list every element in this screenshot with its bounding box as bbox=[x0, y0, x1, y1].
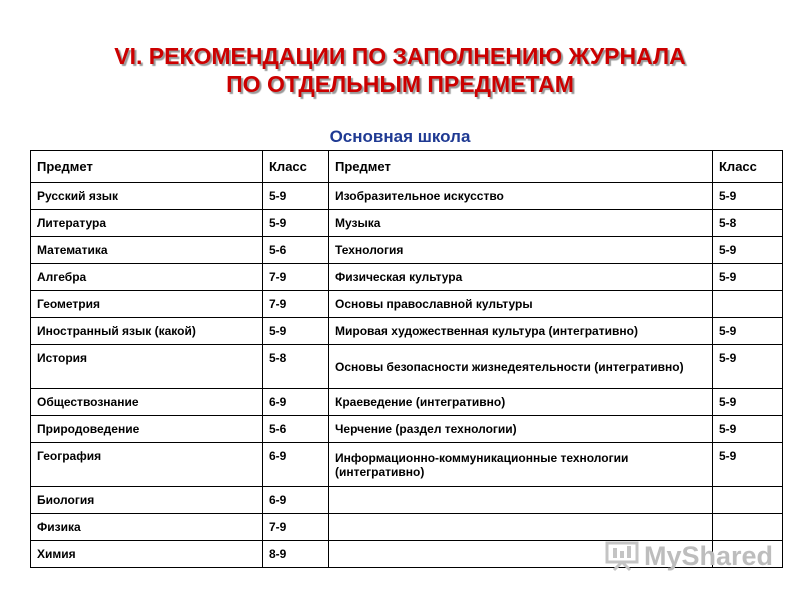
grade-cell: 6-9 bbox=[263, 487, 329, 514]
table-row bbox=[31, 487, 783, 514]
grade-cell: 5-9 bbox=[263, 210, 329, 237]
table-row bbox=[31, 318, 783, 345]
grade-cell: 5-9 bbox=[713, 345, 783, 389]
grade-cell: 5-9 bbox=[713, 237, 783, 264]
grade-cell: 5-9 bbox=[263, 183, 329, 210]
grade-cell: 5-8 bbox=[263, 345, 329, 389]
grade-cell: 5-6 bbox=[263, 416, 329, 443]
grade-cell: 5-9 bbox=[713, 389, 783, 416]
subject-cell: Химия bbox=[31, 541, 263, 568]
grade-cell: 7-9 bbox=[263, 291, 329, 318]
grade-cell: 5-9 bbox=[263, 318, 329, 345]
subject-cell: Краеведение (интегративно) bbox=[329, 389, 713, 416]
header-subject-right: Предмет bbox=[329, 151, 713, 183]
grade-cell: 5-9 bbox=[713, 443, 783, 487]
grade-cell: 6-9 bbox=[263, 443, 329, 487]
table-header-row bbox=[31, 151, 783, 183]
grade-cell: 5-8 bbox=[713, 210, 783, 237]
grade-cell: 7-9 bbox=[263, 514, 329, 541]
grade-cell: 5-9 bbox=[713, 264, 783, 291]
subject-cell: История bbox=[31, 345, 263, 389]
subject-cell: Физика bbox=[31, 514, 263, 541]
grade-cell: 5-6 bbox=[263, 237, 329, 264]
grade-cell bbox=[713, 487, 783, 514]
subject-cell: Изобразительное искусство bbox=[329, 183, 713, 210]
table-row bbox=[31, 345, 783, 389]
subject-cell: Музыка bbox=[329, 210, 713, 237]
grade-cell: 7-9 bbox=[263, 264, 329, 291]
table-row bbox=[31, 210, 783, 237]
table-row bbox=[31, 291, 783, 318]
grade-cell: 5-9 bbox=[713, 183, 783, 210]
subject-cell: Иностранный язык (какой) bbox=[31, 318, 263, 345]
subject-cell: Мировая художественная культура (интегративно) bbox=[329, 318, 713, 345]
subject-cell: Алгебра bbox=[31, 264, 263, 291]
table-row bbox=[31, 416, 783, 443]
grade-cell: 8-9 bbox=[263, 541, 329, 568]
subject-cell: Природоведение bbox=[31, 416, 263, 443]
page-title bbox=[0, 42, 800, 98]
header-grade-left: Класс bbox=[263, 151, 329, 183]
header-subject-left: Предмет bbox=[31, 151, 263, 183]
grade-cell: 5-9 bbox=[713, 416, 783, 443]
presentation-board-icon bbox=[604, 540, 640, 572]
watermark bbox=[604, 536, 774, 576]
watermark-text: MyShared bbox=[644, 540, 774, 571]
section-subtitle: Основная школа bbox=[329, 127, 471, 146]
subject-cell: Биология bbox=[31, 487, 263, 514]
subject-cell: Литература bbox=[31, 210, 263, 237]
grade-cell bbox=[713, 291, 783, 318]
subject-cell: Геометрия bbox=[31, 291, 263, 318]
subject-cell: Обществознание bbox=[31, 389, 263, 416]
subject-cell: Основы православной культуры bbox=[329, 291, 713, 318]
subject-cell: Информационно-коммуникационные технологии (интегративно) bbox=[329, 443, 713, 487]
subject-cell: Математика bbox=[31, 237, 263, 264]
table-row bbox=[31, 443, 783, 487]
grade-cell: 5-9 bbox=[713, 318, 783, 345]
subject-cell bbox=[329, 487, 713, 514]
table-row bbox=[31, 389, 783, 416]
page-title-line-2: ПО ОТДЕЛЬНЫМ ПРЕДМЕТАМ bbox=[226, 71, 574, 97]
header-grade-right: Класс bbox=[713, 151, 783, 183]
subject-cell: Физическая культура bbox=[329, 264, 713, 291]
page-title-line-1: VI. РЕКОМЕНДАЦИИ ПО ЗАПОЛНЕНИЮ ЖУРНАЛА bbox=[114, 43, 686, 69]
table-row bbox=[31, 237, 783, 264]
subject-cell: Русский язык bbox=[31, 183, 263, 210]
subject-cell: Технология bbox=[329, 237, 713, 264]
subjects-table bbox=[30, 150, 783, 568]
subject-cell: Черчение (раздел технологии) bbox=[329, 416, 713, 443]
table-row bbox=[31, 264, 783, 291]
table-row bbox=[31, 183, 783, 210]
subject-cell: Основы безопасности жизнедеятельности (интегративно) bbox=[329, 345, 713, 389]
subject-cell: География bbox=[31, 443, 263, 487]
grade-cell: 6-9 bbox=[263, 389, 329, 416]
